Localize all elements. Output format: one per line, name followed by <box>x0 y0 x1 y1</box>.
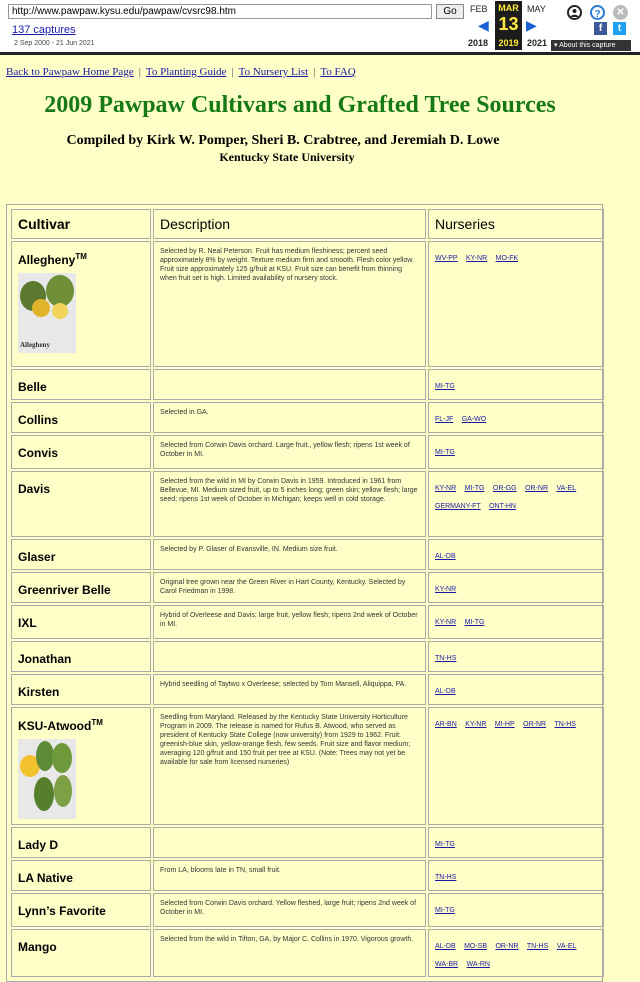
nursery-link[interactable]: VA-EL <box>556 943 577 950</box>
nurseries-cell <box>428 827 604 858</box>
nurseries-cell <box>428 674 604 705</box>
cultivar-name: Convis <box>18 446 59 460</box>
current-year: 2019 <box>498 38 519 48</box>
header-cultivar: Cultivar <box>11 209 151 239</box>
description-cell: Selected from Corwin Davis orchard. Large fruit., yellow flesh; ripens 1st week of October in MI. <box>153 435 426 469</box>
nursery-link[interactable]: ONT-HN <box>489 503 516 510</box>
page-title: 2009 Pawpaw Cultivars and Grafted Tree Sources <box>44 92 556 118</box>
cultivar-name: Allegheny <box>18 253 76 267</box>
nursery-link[interactable]: KY-NR <box>465 721 487 728</box>
trademark-mark: TM <box>75 252 87 261</box>
description-cell <box>153 369 426 400</box>
nursery-link[interactable]: AL-DB <box>435 943 456 950</box>
header-nurseries: Nurseries <box>428 209 604 239</box>
cultivar-table <box>9 207 606 979</box>
cultivar-cell <box>11 674 151 705</box>
cultivar-name: Glaser <box>18 550 56 564</box>
nursery-link[interactable]: KY-NR <box>435 485 457 492</box>
description-cell: Seedling from Maryland. Released by the Kentucky State University Horticulture Program in 2009. The release is named for Rufus B. Atwood, who served as president of Kentucky State College (now university) from 1929 to 1962. Fruit: greenish-blue skin, yellow-orange flesh, few seeds. Fruit size and flavor medium; averaging 120 g/fruit and 150 fruit per tree at KSU. (Note: Trees may not yet be available for sale from licensed nurseries) <box>153 707 426 825</box>
table-row <box>11 402 604 433</box>
prev-month-link[interactable]: FEB <box>470 4 488 14</box>
nursery-link[interactable]: TN-HS <box>435 874 457 881</box>
cultivar-name: IXL <box>18 616 37 630</box>
nursery-link[interactable]: OR-GG <box>492 485 517 492</box>
nursery-link[interactable]: AL-DB <box>435 688 456 695</box>
nursery-link[interactable]: MI-TG <box>435 841 455 848</box>
fruit-shape <box>52 743 72 773</box>
description-cell: Selected from the wild in MI by Corwin Davis in 1959. Introduced in 1961 from Bellevue, MI. Medium sized fruit, up to 5 inches long; green skin; yellow flesh; large seed; ripens 1st week of October in Michigan; keeps well in cold storage. <box>153 471 426 537</box>
nurseries-cell <box>428 471 604 537</box>
nurseries-cell <box>428 369 604 400</box>
cultivar-cell <box>11 707 151 825</box>
nursery-link[interactable]: MI-TG <box>435 449 455 456</box>
nursery-link[interactable]: MI-HP <box>494 721 515 728</box>
nurseries-cell <box>428 435 604 469</box>
fruit-shape <box>54 775 72 807</box>
next-month-link[interactable]: MAY <box>527 4 546 14</box>
trademark-mark: TM <box>91 718 103 727</box>
page-nav <box>6 66 356 78</box>
table-row <box>11 435 604 469</box>
nursery-link[interactable]: MI-TG <box>464 619 485 626</box>
description-cell: Hybrid seedling of Taytwo x Overleese; selected by Tom Mansell, Aliquippa, PA. <box>153 674 426 705</box>
cultivar-photo <box>18 739 76 819</box>
table-body <box>11 241 604 977</box>
cultivar-cell <box>11 572 151 603</box>
nursery-link[interactable]: MI-TG <box>435 907 455 914</box>
table-row <box>11 641 604 672</box>
nursery-link[interactable]: KY-NR <box>466 255 488 262</box>
nurseries-cell <box>428 641 604 672</box>
table-row <box>11 860 604 891</box>
table-row <box>11 929 604 977</box>
nursery-link[interactable]: GERMANY-FT <box>435 503 481 510</box>
user-icon[interactable] <box>567 5 582 20</box>
current-month: MAR <box>498 3 519 13</box>
cultivar-name: Greenriver Belle <box>18 583 111 597</box>
nurseries-cell <box>428 707 604 825</box>
next-year-link[interactable]: 2021 <box>527 38 548 48</box>
nursery-link[interactable]: TN-HS <box>526 943 549 950</box>
cultivar-name: Lady D <box>18 838 59 852</box>
table-row <box>11 369 604 400</box>
nursery-link[interactable]: VA-EL <box>556 485 577 492</box>
nurseries-cell <box>428 860 604 891</box>
cultivar-name: Davis <box>18 482 51 496</box>
close-icon[interactable]: ✕ <box>613 5 628 20</box>
table-row <box>11 827 604 858</box>
nursery-link[interactable]: MO-SB <box>464 943 488 950</box>
nursery-link[interactable]: TN-HS <box>435 655 457 662</box>
cultivar-name: Collins <box>18 413 59 427</box>
nursery-link[interactable]: MI-TG <box>464 485 485 492</box>
description-cell: Original tree grown near the Green River in Hart County, Kentucky. Selected by Carol Friedman in 1998. <box>153 572 426 603</box>
nursery-link[interactable]: FL-JF <box>435 416 454 423</box>
nursery-link[interactable]: WA-BR <box>435 961 459 968</box>
nursery-link[interactable]: WA-RN <box>466 961 490 968</box>
home-link[interactable]: Back to Pawpaw Home Page <box>6 66 134 78</box>
facebook-icon[interactable]: f <box>594 22 607 35</box>
nav-separator: | <box>231 66 234 78</box>
description-cell: Selected in GA. <box>153 402 426 433</box>
description-cell <box>153 827 426 858</box>
nav-separator: | <box>313 66 316 78</box>
photo-caption: Allegheny <box>20 341 50 349</box>
nav-separator: | <box>138 66 141 78</box>
cultivar-cell <box>11 860 151 891</box>
description-cell: Hybrid of Overleese and Davis; large fruit, yellow flesh; ripens 2nd week of October in MI. <box>153 605 426 639</box>
cultivar-name: Mango <box>18 940 57 954</box>
cultivar-cell <box>11 435 151 469</box>
about-capture-button[interactable]: ▾ About this capture <box>551 40 631 51</box>
fruit-shape <box>34 777 54 811</box>
prev-year-link[interactable]: 2018 <box>468 38 489 48</box>
nurseries-cell <box>428 572 604 603</box>
current-capture-date <box>495 1 522 50</box>
nursery-link[interactable]: AL-DB <box>435 553 456 560</box>
cultivar-name: LA Native <box>18 871 73 885</box>
captures-link[interactable]: 137 captures <box>12 24 76 36</box>
authors: Compiled by Kirk W. Pomper, Sheri B. Crabtree, and Jeremiah D. Lowe <box>66 133 500 148</box>
faq-link[interactable]: To FAQ <box>320 66 356 78</box>
cultivar-cell <box>11 402 151 433</box>
nursery-link[interactable]: MO-FK <box>495 255 519 262</box>
nurseries-cell <box>428 402 604 433</box>
cultivar-cell <box>11 893 151 927</box>
nursery-link[interactable]: GA-WO <box>461 416 487 423</box>
cultivar-cell <box>11 827 151 858</box>
cultivar-cell <box>11 929 151 977</box>
description-cell <box>153 641 426 672</box>
table-row <box>11 471 604 537</box>
table-row <box>11 572 604 603</box>
nursery-list-link[interactable]: To Nursery List <box>238 66 309 78</box>
cultivar-cell <box>11 539 151 570</box>
table-row <box>11 539 604 570</box>
description-cell: Selected by R. Neal Peterson. Fruit has medium fleshiness; percent seed approximately 8% by weight. Texture medium firm and smooth. Flesh color yellow. Fruit size approximately 125 g/fruit at KSU. Fruit size can benefit from thinning when fruit set is high. Limited availability of nursery stock. <box>153 241 426 367</box>
description-cell: Selected from Corwin Davis orchard. Yellow fleshed, large fruit; ripens 2nd week of October in MI. <box>153 893 426 927</box>
planting-guide-link[interactable]: To Planting Guide <box>145 66 227 78</box>
cultivar-cell <box>11 369 151 400</box>
nurseries-cell <box>428 893 604 927</box>
next-capture-arrow-icon[interactable]: ▶ <box>526 17 537 33</box>
cultivar-cell <box>11 241 151 367</box>
table-row <box>11 241 604 367</box>
current-day: 13 <box>498 14 519 34</box>
cultivar-name: KSU-Atwood <box>18 719 92 733</box>
nursery-link[interactable]: OR-NR <box>523 721 547 728</box>
table-row <box>11 707 604 825</box>
cultivar-name: Belle <box>18 380 47 394</box>
nursery-link[interactable]: KY-NR <box>435 586 457 593</box>
nursery-link[interactable]: KY-NR <box>435 619 457 626</box>
nurseries-cell <box>428 605 604 639</box>
nursery-link[interactable]: WV-PP <box>435 255 458 262</box>
table-row <box>11 605 604 639</box>
cultivar-cell <box>11 641 151 672</box>
description-cell: Selected by P. Glaser of Evansville, IN. Medium size fruit. <box>153 539 426 570</box>
prev-capture-arrow-icon[interactable]: ◀ <box>478 17 489 33</box>
table-header-row <box>11 209 604 239</box>
cultivar-name: Jonathan <box>18 652 72 666</box>
nurseries-cell <box>428 241 604 367</box>
cultivar-cell <box>11 471 151 537</box>
nursery-link[interactable]: MI-TG <box>435 383 455 390</box>
wayback-toolbar <box>0 0 640 55</box>
description-cell: Selected from the wild in Tifton, GA, by Major C. Collins in 1970. Vigorous growth. <box>153 929 426 977</box>
nursery-link[interactable]: OR-NR <box>495 943 519 950</box>
nursery-link[interactable]: AR-BN <box>435 721 457 728</box>
header-description: Description <box>153 209 426 239</box>
nurseries-cell <box>428 929 604 977</box>
cultivar-name: Lynn’s Favorite <box>18 904 106 918</box>
wayback-url-input[interactable]: http://www.pawpaw.kysu.edu/pawpaw/cvsrc98.htm <box>8 4 432 19</box>
about-capture-label: About this capture <box>559 42 616 49</box>
cultivar-name: Kirsten <box>18 685 60 699</box>
wayback-go-button[interactable]: Go <box>436 4 464 19</box>
cultivar-photo <box>18 273 76 353</box>
table-row <box>11 674 604 705</box>
table-row <box>11 893 604 927</box>
nurseries-cell <box>428 539 604 570</box>
nursery-link[interactable]: OR-NR <box>525 485 549 492</box>
twitter-icon[interactable]: t <box>613 22 626 35</box>
fruit-shape <box>52 303 68 319</box>
help-icon[interactable]: ? <box>590 5 605 20</box>
fruit-shape <box>32 299 50 317</box>
cultivar-table-frame <box>6 204 603 982</box>
cultivar-cell <box>11 605 151 639</box>
capture-range: 2 Sep 2000 - 21 Jun 2021 <box>14 40 95 47</box>
institution: Kentucky State University <box>219 150 355 164</box>
nursery-link[interactable]: TN-HS <box>554 721 576 728</box>
description-cell: From LA, blooms late in TN, small fruit. <box>153 860 426 891</box>
